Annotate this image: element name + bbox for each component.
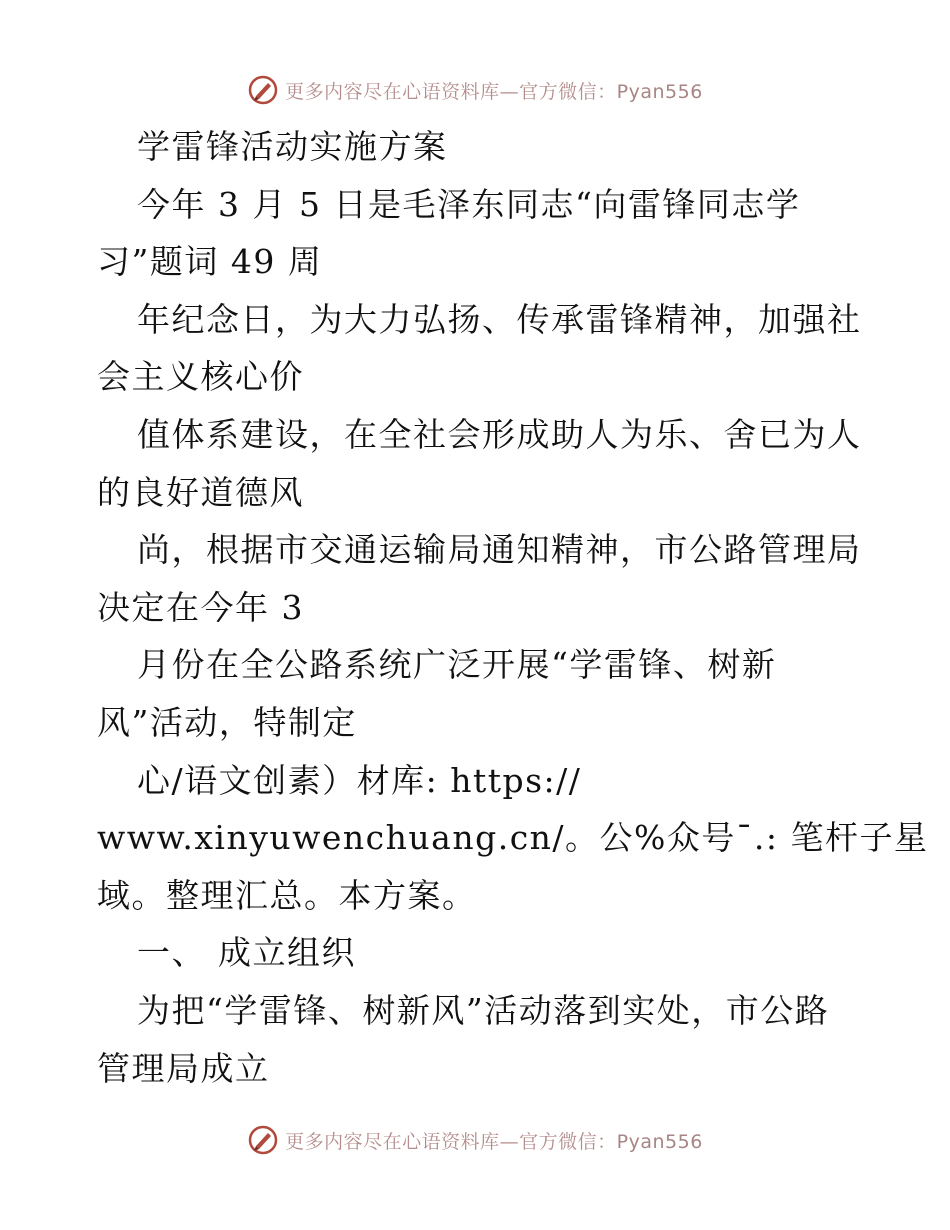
text-line: 为把“学雷锋、树新风”活动落到实处，市公路 (137, 990, 830, 1030)
pen-logo-icon (247, 74, 279, 106)
document-body (97, 118, 929, 1097)
section-heading: 一、 成立组织 (137, 933, 356, 973)
text-line: 习”题词 49 周 (97, 242, 323, 282)
text-line: 今年 3 月 5 日是毛泽东同志“向雷锋同志学 (137, 184, 801, 224)
text-line: 会主义核心价 (97, 357, 304, 397)
text-line: 决定在今年 3 (97, 587, 304, 627)
text-line: 风”活动，特制定 (97, 702, 357, 742)
text-line: 心/语文创素）材库: https:// (137, 760, 582, 800)
watermark-id: Pyan556 (616, 1130, 703, 1153)
text-line: 月份在全公路系统广泛开展“学雷锋、树新 (137, 645, 777, 685)
text-line: 年纪念日，为大力弘扬、传承雷锋精神，加强社 (137, 299, 862, 339)
footer-watermark (0, 1120, 950, 1160)
text-line: 值体系建设，在全社会形成助人为乐、舍已为人 (137, 414, 862, 454)
text-line: 尚，根据市交通运输局通知精神，市公路管理局 (137, 530, 862, 570)
document-title: 学雷锋活动实施方案 (137, 127, 448, 166)
watermark-id: Pyan556 (616, 80, 703, 103)
pen-logo-icon (247, 1124, 279, 1156)
text-line: 的良好道德风 (97, 472, 304, 512)
header-watermark (0, 70, 950, 110)
text-line: 域。整理汇总。本方案。 (97, 875, 477, 915)
watermark-text: 更多内容尽在心语资料库—官方微信： (285, 80, 617, 103)
watermark-text: 更多内容尽在心语资料库—官方微信： (285, 1130, 617, 1153)
text-line: 管理局成立 (97, 1048, 270, 1088)
text-line: www.xinyuwenchuang.cn/。公%众号¯.: 笔杆子星 (97, 818, 929, 858)
